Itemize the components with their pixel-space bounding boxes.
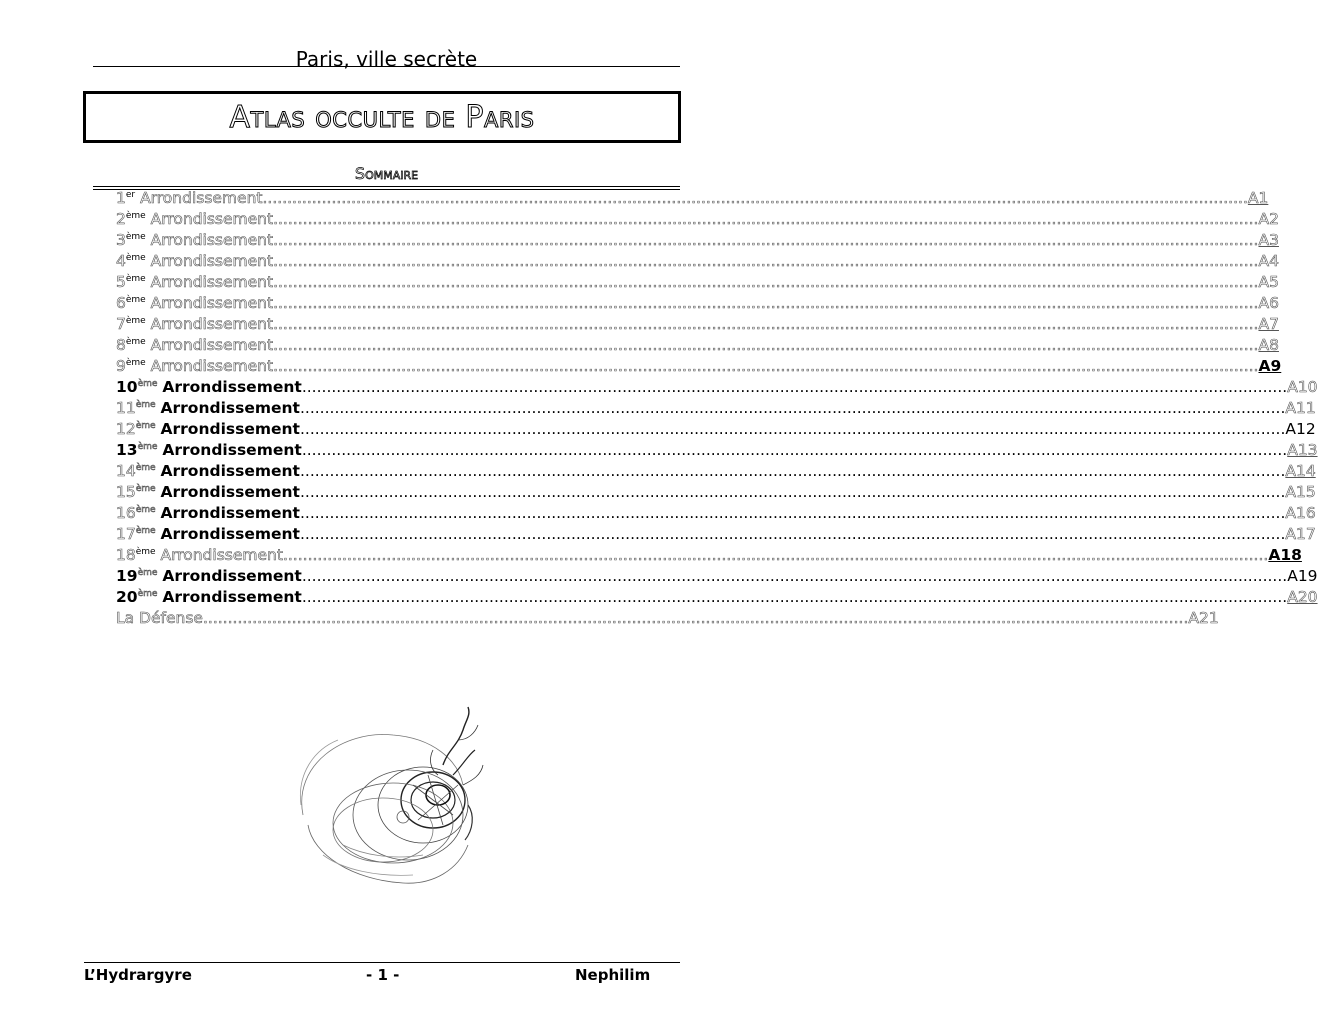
toc-entry-label	[116, 251, 273, 272]
toc-entry-number: 9	[116, 357, 126, 375]
toc-entry[interactable]	[116, 335, 1279, 356]
toc-entry-ordinal-suffix: ème	[125, 211, 146, 221]
toc-leader-dots: ........................................................................................................................................................................................................	[202, 609, 1189, 627]
toc-entry-label	[116, 230, 273, 251]
toc-entry-ordinal-suffix: ème	[137, 568, 158, 578]
toc-entry-label	[116, 356, 273, 377]
toc-entry-number: 12	[116, 420, 136, 438]
toc-entry-number: 2	[116, 210, 126, 228]
toc-entry-number: 4	[116, 252, 126, 270]
footer-rule	[84, 962, 680, 963]
toc-page-ref[interactable]: A11	[1285, 399, 1316, 417]
toc-leader-dots: ........................................................................................................................................................................................................	[301, 441, 1288, 459]
toc-entry[interactable]	[116, 482, 1316, 503]
toc-entry-text: Arrondissement	[162, 441, 302, 459]
toc-entry-number: 8	[116, 336, 126, 354]
occult-sphere-illustration	[283, 705, 493, 890]
toc-entry-ordinal-suffix: ème	[135, 505, 156, 515]
toc-entry-number: 11	[116, 399, 136, 417]
toc-entry[interactable]	[116, 503, 1316, 524]
toc-entry-number: 14	[116, 462, 136, 480]
toc-entry-label	[116, 482, 300, 503]
toc-entry-text: Arrondissement	[160, 462, 300, 480]
toc-entry-text: Arrondissement	[160, 483, 300, 501]
toc-entry-ordinal-suffix: ème	[135, 526, 156, 536]
toc-entry-label	[116, 608, 203, 629]
toc-entry-label	[116, 377, 302, 398]
toc-entry-ordinal-suffix: ème	[125, 295, 146, 305]
toc-entry-label	[116, 587, 302, 608]
toc-page-ref[interactable]: A1	[1247, 189, 1269, 207]
toc-entry-number: 17	[116, 525, 136, 543]
toc-entry[interactable]	[116, 272, 1279, 293]
toc-page-ref[interactable]: A18	[1268, 546, 1302, 564]
toc-entry-text: Arrondissement	[140, 189, 263, 207]
toc-entry-text: Arrondissement	[150, 210, 274, 228]
toc-entry-label	[116, 272, 273, 293]
toc-entry-label	[116, 293, 273, 314]
toc-page-ref[interactable]: A2	[1258, 210, 1279, 228]
toc-entry-number: 15	[116, 483, 136, 501]
toc-entry-text: La Défense	[116, 609, 203, 627]
toc-entry-ordinal-suffix: ème	[125, 253, 146, 263]
toc-entry[interactable]	[116, 209, 1279, 230]
toc-leader-dots: ........................................................................................................................................................................................................	[301, 588, 1288, 606]
toc-page-ref[interactable]: A14	[1285, 462, 1316, 480]
toc-entry-label	[116, 545, 283, 566]
toc-entry-ordinal-suffix: ème	[125, 337, 146, 347]
toc-entry-label	[116, 398, 300, 419]
toc-entry-ordinal-suffix: ème	[137, 442, 158, 452]
toc-entry-text: Arrondissement	[150, 357, 274, 375]
toc-entry-text: Arrondissement	[160, 525, 300, 543]
toc-entry-text: Arrondissement	[150, 336, 274, 354]
toc-entry[interactable]	[116, 314, 1279, 335]
toc-entry-text: Arrondissement	[160, 399, 300, 417]
toc-page-ref[interactable]: A20	[1287, 588, 1318, 606]
toc-entry-text: Arrondissement	[150, 273, 274, 291]
toc-entry[interactable]	[116, 251, 1279, 272]
toc-entry[interactable]	[116, 587, 1318, 608]
toc-leader-dots: ........................................................................................................................................................................................................	[273, 231, 1259, 249]
toc-entry-ordinal-suffix: ème	[125, 274, 146, 284]
toc-entry-ordinal-suffix: ème	[137, 379, 158, 389]
table-of-contents	[0, 188, 1318, 629]
toc-entry-number: 1	[116, 189, 126, 207]
toc-leader-dots: ........................................................................................................................................................................................................	[301, 567, 1288, 585]
toc-entry[interactable]	[116, 440, 1318, 461]
toc-entry-ordinal-suffix: ème	[135, 463, 156, 473]
toc-entry[interactable]	[116, 356, 1282, 377]
toc-page-ref[interactable]: A5	[1258, 273, 1279, 291]
toc-entry-number: 16	[116, 504, 136, 522]
toc-entry-ordinal-suffix: er	[125, 190, 136, 200]
toc-leader-dots: ........................................................................................................................................................................................................	[273, 336, 1259, 354]
toc-leader-dots: ........................................................................................................................................................................................................	[273, 294, 1259, 312]
toc-entry-number: 5	[116, 273, 126, 291]
toc-entry-ordinal-suffix: ème	[125, 316, 146, 326]
toc-leader-dots: ........................................................................................................................................................................................................	[299, 399, 1286, 417]
toc-rule-top	[93, 186, 680, 187]
toc-entry-text: Arrondissement	[150, 252, 274, 270]
toc-entry-number: 13	[116, 441, 138, 459]
toc-entry-text: Arrondissement	[162, 588, 302, 606]
toc-entry-label	[116, 188, 262, 209]
toc-entry[interactable]	[116, 608, 1219, 629]
toc-leader-dots: ........................................................................................................................................................................................................	[273, 210, 1259, 228]
toc-entry-ordinal-suffix: ème	[125, 358, 146, 368]
toc-page-ref[interactable]: A8	[1258, 336, 1279, 354]
toc-entry-ordinal-suffix: ème	[135, 484, 156, 494]
toc-entry-ordinal-suffix: ème	[135, 421, 156, 431]
toc-page-ref[interactable]: A6	[1258, 294, 1279, 312]
toc-entry-label	[116, 314, 273, 335]
toc-leader-dots: ........................................................................................................................................................................................................	[282, 546, 1269, 564]
footer-game-name: Nephilim	[575, 966, 651, 984]
toc-page-ref[interactable]: A19	[1287, 567, 1318, 585]
toc-page-ref[interactable]: A21	[1188, 609, 1219, 627]
toc-entry-ordinal-suffix: ème	[137, 589, 158, 599]
toc-entry[interactable]	[116, 419, 1316, 440]
toc-entry-number: 20	[116, 588, 138, 606]
toc-entry-text: Arrondissement	[150, 231, 274, 249]
toc-leader-dots: ........................................................................................................................................................................................................	[299, 420, 1286, 438]
toc-page-ref[interactable]: A13	[1287, 441, 1318, 459]
toc-heading: Sommaire	[354, 164, 419, 183]
toc-entry-ordinal-suffix: ème	[135, 400, 156, 410]
toc-leader-dots: ........................................................................................................................................................................................................	[299, 525, 1286, 543]
toc-entry-ordinal-suffix: ème	[125, 232, 146, 242]
toc-entry-label	[116, 461, 300, 482]
toc-leader-dots: ........................................................................................................................................................................................................	[301, 378, 1288, 396]
toc-entry[interactable]	[116, 524, 1316, 545]
toc-leader-dots: ........................................................................................................................................................................................................	[273, 252, 1259, 270]
toc-entry-number: 10	[116, 378, 138, 396]
toc-entry-label	[116, 503, 300, 524]
toc-leader-dots: ........................................................................................................................................................................................................	[299, 504, 1286, 522]
toc-entry-label	[116, 209, 273, 230]
title-box	[83, 91, 681, 143]
toc-entry-text: Arrondissement	[160, 420, 300, 438]
toc-entry[interactable]	[116, 566, 1318, 587]
toc-page-ref[interactable]: A3	[1258, 231, 1279, 249]
toc-leader-dots: ........................................................................................................................................................................................................	[273, 273, 1259, 291]
toc-entry-label	[116, 335, 273, 356]
toc-page-ref[interactable]: A17	[1285, 525, 1316, 543]
document-title: Atlas occulte de Paris	[229, 99, 535, 135]
toc-entry[interactable]	[116, 230, 1279, 251]
toc-entry[interactable]	[116, 461, 1316, 482]
toc-page-ref[interactable]: A12	[1285, 420, 1316, 438]
toc-page-ref[interactable]: A7	[1258, 315, 1279, 333]
toc-page-ref[interactable]: A9	[1258, 357, 1282, 375]
running-header: Paris, ville secrète	[295, 47, 478, 71]
toc-entry-text: Arrondissement	[160, 504, 300, 522]
toc-entry-text: Arrondissement	[160, 546, 283, 564]
toc-entry-label	[116, 419, 300, 440]
toc-entry-label	[116, 524, 300, 545]
toc-entry-text: Arrondissement	[150, 294, 274, 312]
toc-entry-ordinal-suffix: ème	[135, 547, 156, 557]
toc-entry-text: Arrondissement	[162, 378, 302, 396]
toc-page-ref[interactable]: A4	[1258, 252, 1279, 270]
toc-entry[interactable]	[116, 377, 1318, 398]
toc-leader-dots: ........................................................................................................................................................................................................	[299, 483, 1286, 501]
toc-entry-label	[116, 440, 302, 461]
toc-leader-dots: ........................................................................................................................................................................................................	[273, 357, 1259, 375]
toc-entry-text: Arrondissement	[150, 315, 274, 333]
toc-entry-number: 18	[116, 546, 136, 564]
toc-entry[interactable]	[116, 545, 1302, 566]
toc-entry-label	[116, 566, 302, 587]
toc-leader-dots: ........................................................................................................................................................................................................	[299, 462, 1286, 480]
page-number: - 1 -	[366, 966, 400, 984]
toc-entry-number: 19	[116, 567, 138, 585]
toc-entry[interactable]	[116, 398, 1316, 419]
toc-entry-number: 7	[116, 315, 126, 333]
footer-publisher: L’Hydrargyre	[84, 966, 192, 984]
toc-page-ref[interactable]: A15	[1285, 483, 1316, 501]
toc-leader-dots: ........................................................................................................................................................................................................	[273, 315, 1259, 333]
toc-entry[interactable]	[116, 293, 1279, 314]
toc-page-ref[interactable]: A16	[1285, 504, 1316, 522]
toc-entry-number: 3	[116, 231, 126, 249]
toc-entry-number: 6	[116, 294, 126, 312]
toc-leader-dots: ........................................................................................................................................................................................................	[262, 189, 1248, 207]
toc-entry[interactable]	[116, 188, 1269, 209]
toc-page-ref[interactable]: A10	[1287, 378, 1318, 396]
header-rule	[93, 66, 680, 67]
toc-entry-text: Arrondissement	[162, 567, 302, 585]
